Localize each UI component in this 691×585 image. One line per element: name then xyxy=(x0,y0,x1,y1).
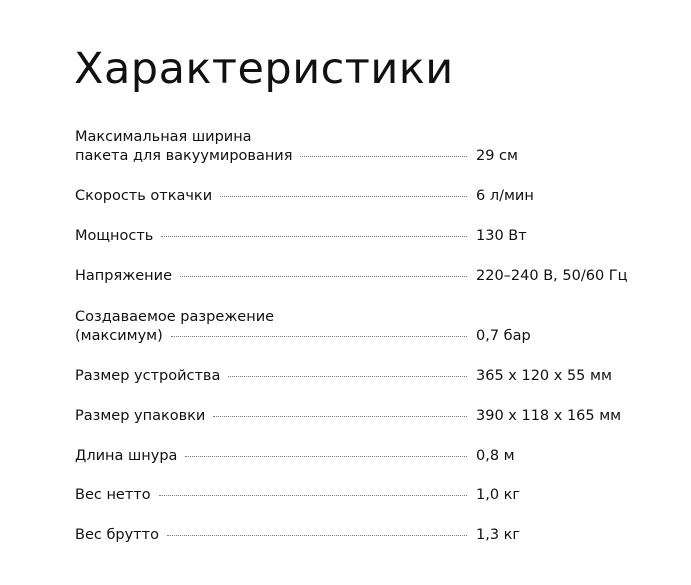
spec-row-voltage xyxy=(75,267,675,286)
spec-value: 1,3 кг xyxy=(476,527,521,543)
spec-label: Создаваемое разрежение xyxy=(75,309,275,325)
spec-value: 0,7 бар xyxy=(476,328,531,344)
spec-label: Размер устройства xyxy=(75,368,221,384)
dotted-leader xyxy=(213,416,467,417)
dotted-leader xyxy=(171,336,467,337)
spec-value: 6 л/мин xyxy=(476,188,534,204)
spec-label: Вес брутто xyxy=(75,527,159,543)
spec-value: 29 см xyxy=(476,148,518,164)
spec-label: Мощность xyxy=(75,228,154,244)
spec-row-net-weight xyxy=(75,486,675,505)
spec-row-device-size xyxy=(75,367,675,386)
spec-label: Длина шнура xyxy=(75,448,178,464)
spec-value: 130 Вт xyxy=(476,228,527,244)
spec-row-gross-weight xyxy=(75,526,675,545)
spec-label: Размер упаковки xyxy=(75,408,206,424)
spec-row-power xyxy=(75,227,675,246)
spec-label: пакета для вакуумирования xyxy=(75,148,293,164)
dotted-leader xyxy=(220,196,467,197)
spec-value: 1,0 кг xyxy=(476,487,521,503)
spec-row-max-bag-width xyxy=(75,128,675,166)
spec-row-cord-length xyxy=(75,447,675,466)
spec-value: 0,8 м xyxy=(476,448,515,464)
spec-label: Максимальная ширина xyxy=(75,129,252,145)
page-title: Характеристики xyxy=(74,44,454,94)
dotted-leader xyxy=(159,495,467,496)
spec-label: (максимум) xyxy=(75,328,163,344)
spec-label: Напряжение xyxy=(75,268,173,284)
spec-value: 220–240 В, 50/60 Гц xyxy=(476,268,628,284)
spec-label: Скорость откачки xyxy=(75,188,213,204)
dotted-leader xyxy=(167,535,467,536)
dotted-leader xyxy=(185,456,467,457)
spec-row-pump-speed xyxy=(75,187,675,206)
spec-row-vacuum xyxy=(75,308,675,346)
dotted-leader xyxy=(300,156,467,157)
dotted-leader xyxy=(180,276,467,277)
dotted-leader xyxy=(228,376,467,377)
spec-label: Вес нетто xyxy=(75,487,151,503)
spec-row-package-size xyxy=(75,407,675,426)
spec-value: 365 x 120 x 55 мм xyxy=(476,368,612,384)
spec-value: 390 x 118 x 165 мм xyxy=(476,408,622,424)
dotted-leader xyxy=(161,236,467,237)
